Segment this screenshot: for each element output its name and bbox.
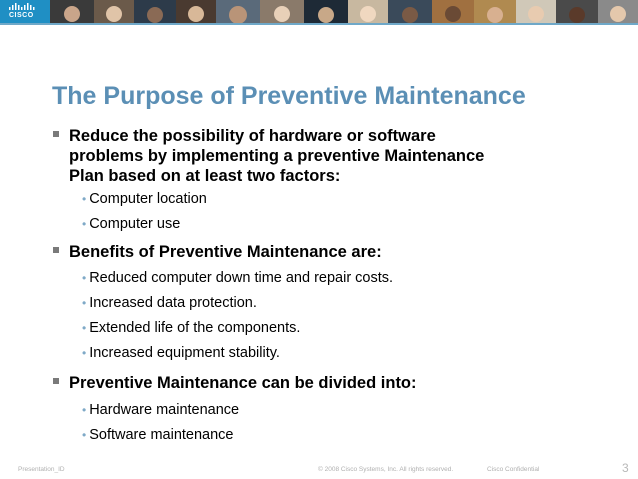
bullet-text-line-1: Benefits of Preventive Maintenance are: [69, 243, 382, 261]
dot-bullet-icon: • [82, 403, 87, 417]
header-banner [0, 0, 638, 23]
header-photo-5 [216, 0, 260, 23]
sub-bullet-text: Reduced computer down time and repair costs. [89, 270, 394, 286]
sub-bullet-text: Computer location [89, 191, 207, 207]
header-photo-3 [134, 0, 176, 23]
sub-bullet-computer-location [82, 190, 207, 208]
header-photo-7 [304, 0, 348, 23]
sub-bullet-data-protection [82, 294, 257, 312]
dot-bullet-icon: • [82, 192, 87, 206]
bullet-text-line-3: Plan based on at least two factors: [69, 167, 341, 185]
header-photo-13 [556, 0, 598, 23]
logo-text: CISCO [9, 12, 34, 19]
square-bullet-icon [53, 378, 59, 384]
square-bullet-icon [53, 247, 59, 253]
sub-bullet-hardware-maintenance [82, 401, 239, 419]
banner-divider [0, 23, 638, 25]
header-photo-11 [474, 0, 516, 23]
dot-bullet-icon: • [82, 321, 87, 335]
dot-bullet-icon: • [82, 271, 87, 285]
dot-bullet-icon: • [82, 428, 87, 442]
bullet-text-line-2: problems by implementing a preventive Maintenance [69, 147, 485, 165]
dot-bullet-icon: • [82, 296, 87, 310]
header-photo-9 [388, 0, 432, 23]
sub-bullet-text: Increased equipment stability. [89, 345, 280, 361]
sub-bullet-extended-life [82, 319, 300, 337]
sub-bullet-text: Increased data protection. [89, 295, 257, 311]
header-photo-10 [432, 0, 474, 23]
bullet-benefits [52, 242, 592, 262]
header-photo-14 [598, 0, 638, 23]
header-photo-2 [94, 0, 134, 23]
dot-bullet-icon: • [82, 346, 87, 360]
cisco-bridge-icon [9, 3, 41, 11]
bullet-divided-into [52, 373, 592, 393]
footer-confidential: Cisco Confidential [487, 466, 540, 473]
slide-title: The Purpose of Preventive Maintenance [52, 82, 526, 110]
sub-bullet-text: Extended life of the components. [89, 320, 301, 336]
footer-presentation-id: Presentation_ID [18, 466, 65, 473]
sub-bullet-equipment-stability [82, 344, 280, 362]
sub-bullet-text: Computer use [89, 216, 181, 232]
bullet-text-line-1: Reduce the possibility of hardware or software [69, 127, 436, 145]
square-bullet-icon [53, 131, 59, 137]
dot-bullet-icon: • [82, 217, 87, 231]
header-photo-6 [260, 0, 304, 23]
header-photo-8 [348, 0, 388, 23]
bullet-reduce-problems [52, 126, 592, 186]
sub-bullet-text: Software maintenance [89, 427, 234, 443]
sub-bullet-software-maintenance [82, 426, 233, 444]
footer-copyright: © 2008 Cisco Systems, Inc. All rights reserved. [318, 466, 454, 473]
header-photo-12 [516, 0, 556, 23]
bullet-text-line-1: Preventive Maintenance can be divided into: [69, 374, 417, 392]
sub-bullet-text: Hardware maintenance [89, 402, 240, 418]
header-photo-4 [176, 0, 216, 23]
cisco-logo [0, 0, 50, 23]
page-number: 3 [622, 461, 629, 475]
sub-bullet-computer-use [82, 215, 180, 233]
sub-bullet-reduced-downtime [82, 269, 393, 287]
header-photo-1 [50, 0, 94, 23]
